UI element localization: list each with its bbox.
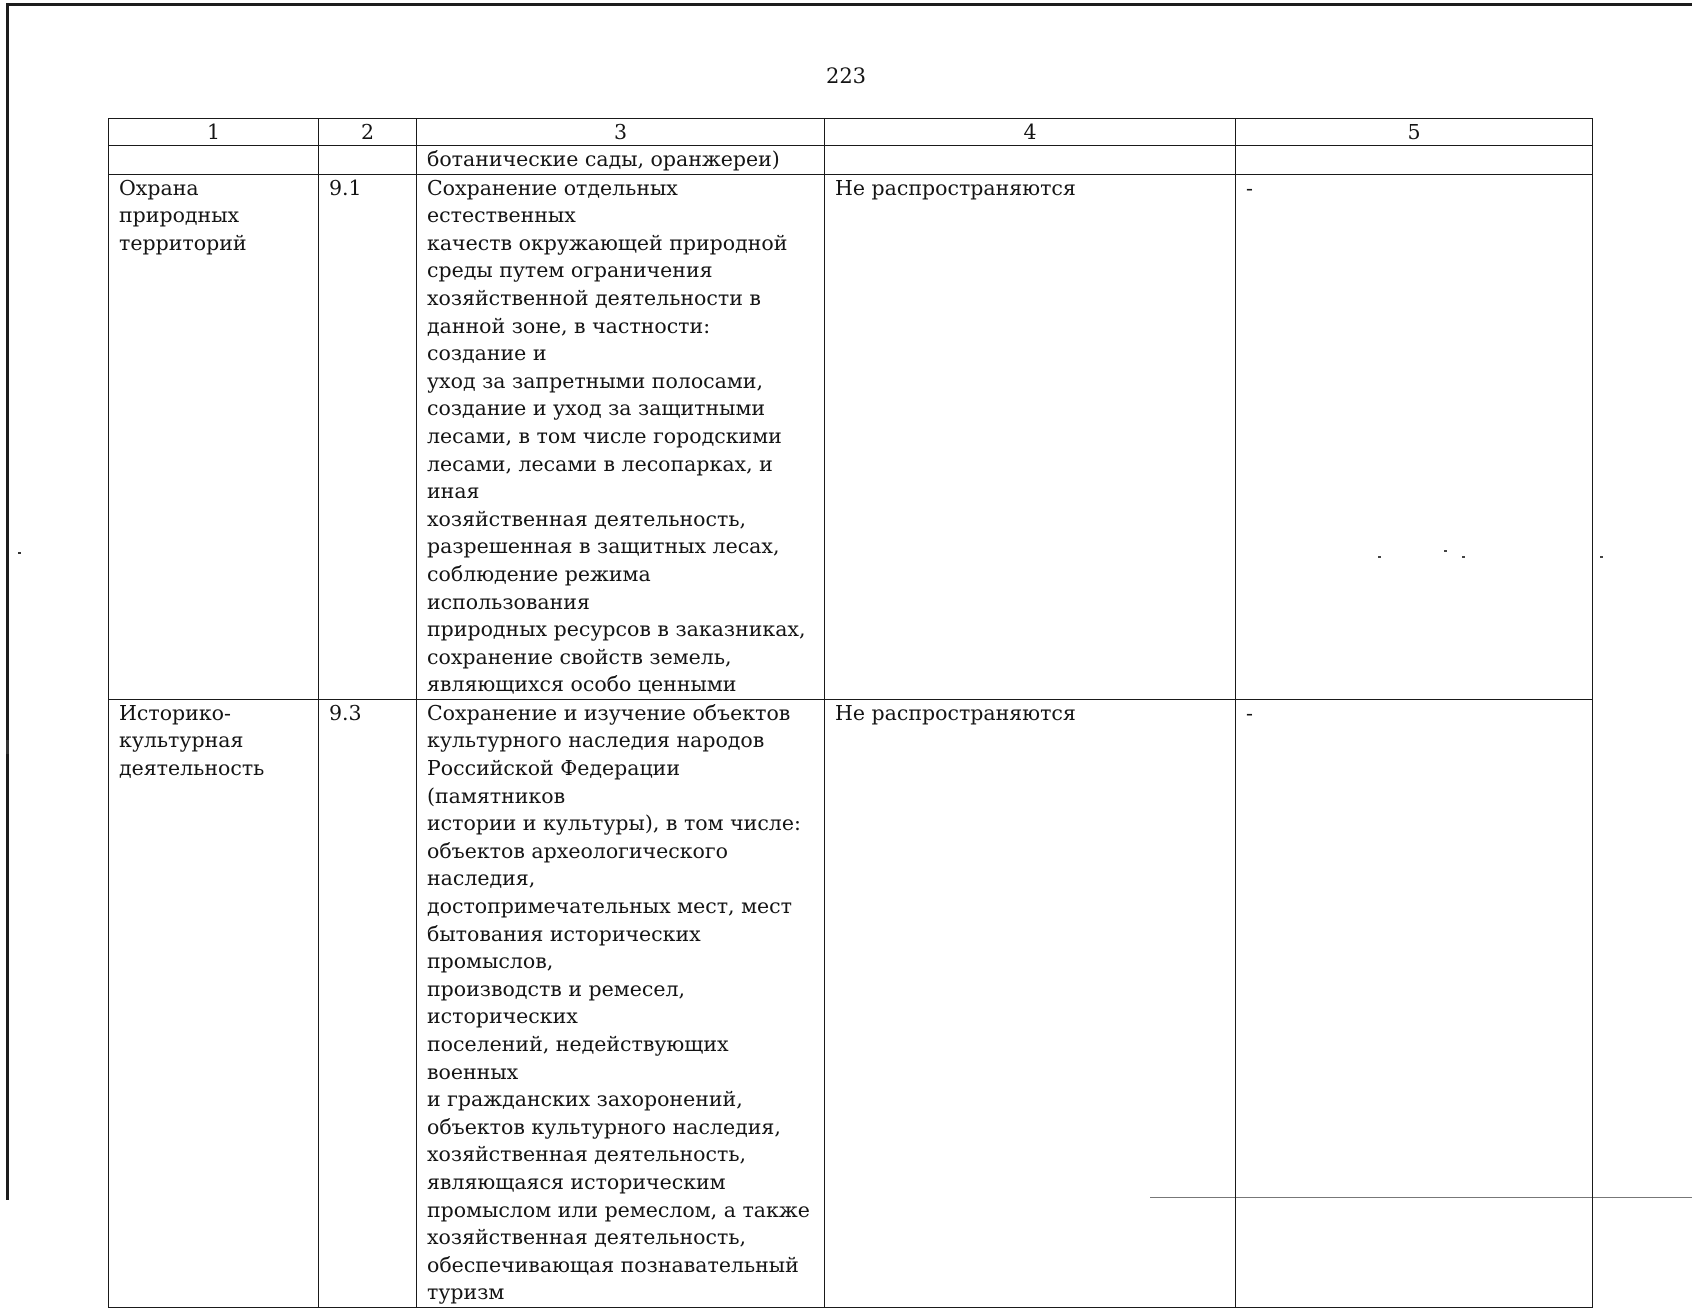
cell-limits: Не распространяются <box>825 174 1236 699</box>
header-col-5: 5 <box>1236 119 1593 146</box>
table-row <box>109 174 1593 699</box>
page-number: 223 <box>825 64 867 88</box>
scan-border-left <box>6 3 9 1200</box>
cell-use-code: 9.1 <box>319 174 417 699</box>
cell-restrictions: - <box>1236 174 1593 699</box>
scan-speck <box>1600 556 1603 558</box>
cell-limits: Не распространяются <box>825 699 1236 1307</box>
scan-border-top <box>8 3 1692 6</box>
table-row-continuation <box>109 146 1593 175</box>
table-header-row <box>109 119 1593 146</box>
cell-use-name: Охрана природных территорий <box>109 174 319 699</box>
cell-restrictions: - <box>1236 699 1593 1307</box>
cell-use-description: Сохранение и изучение объектов культурного наследия народов Российской Федерации (памятников истории и культуры), в том числе: объектов археологического наследия, достопримечательных мест, мест бытования исторических промыслов, производств и ремесел, исторических поселений, недействующих военных и гражданских захоронений, объектов культурного наследия, хозяйственная деятельность, являющаяся историческим промыслом или ремеслом, а также хозяйственная деятельность, обеспечивающая познавательный туризм <box>417 699 825 1307</box>
regulations-table <box>108 118 1593 1308</box>
cell-use-description: Сохранение отдельных естественных качеств окружающей природной среды путем ограничения хозяйственной деятельности в данной зоне, в частности: создание и уход за запретными полосами, создание и уход за защитными лесами, в том числе городскими лесами, лесами в лесопарках, и иная хозяйственная деятельность, разрешенная в защитных лесах, соблюдение режима использования природных ресурсов в заказниках, сохранение свойств земель, являющихся особо ценными <box>417 174 825 699</box>
header-col-3: 3 <box>417 119 825 146</box>
cell-col-2 <box>319 146 417 175</box>
cell-col-4 <box>825 146 1236 175</box>
scan-mark <box>6 740 9 754</box>
table-row <box>109 699 1593 1307</box>
header-col-1: 1 <box>109 119 319 146</box>
header-col-4: 4 <box>825 119 1236 146</box>
cell-use-name: Историко- культурная деятельность <box>109 699 319 1307</box>
header-col-2: 2 <box>319 119 417 146</box>
cell-col-1 <box>109 146 319 175</box>
cell-col-3: ботанические сады, оранжереи) <box>417 146 825 175</box>
cell-col-5 <box>1236 146 1593 175</box>
cell-use-code: 9.3 <box>319 699 417 1307</box>
scan-mark <box>18 552 21 554</box>
